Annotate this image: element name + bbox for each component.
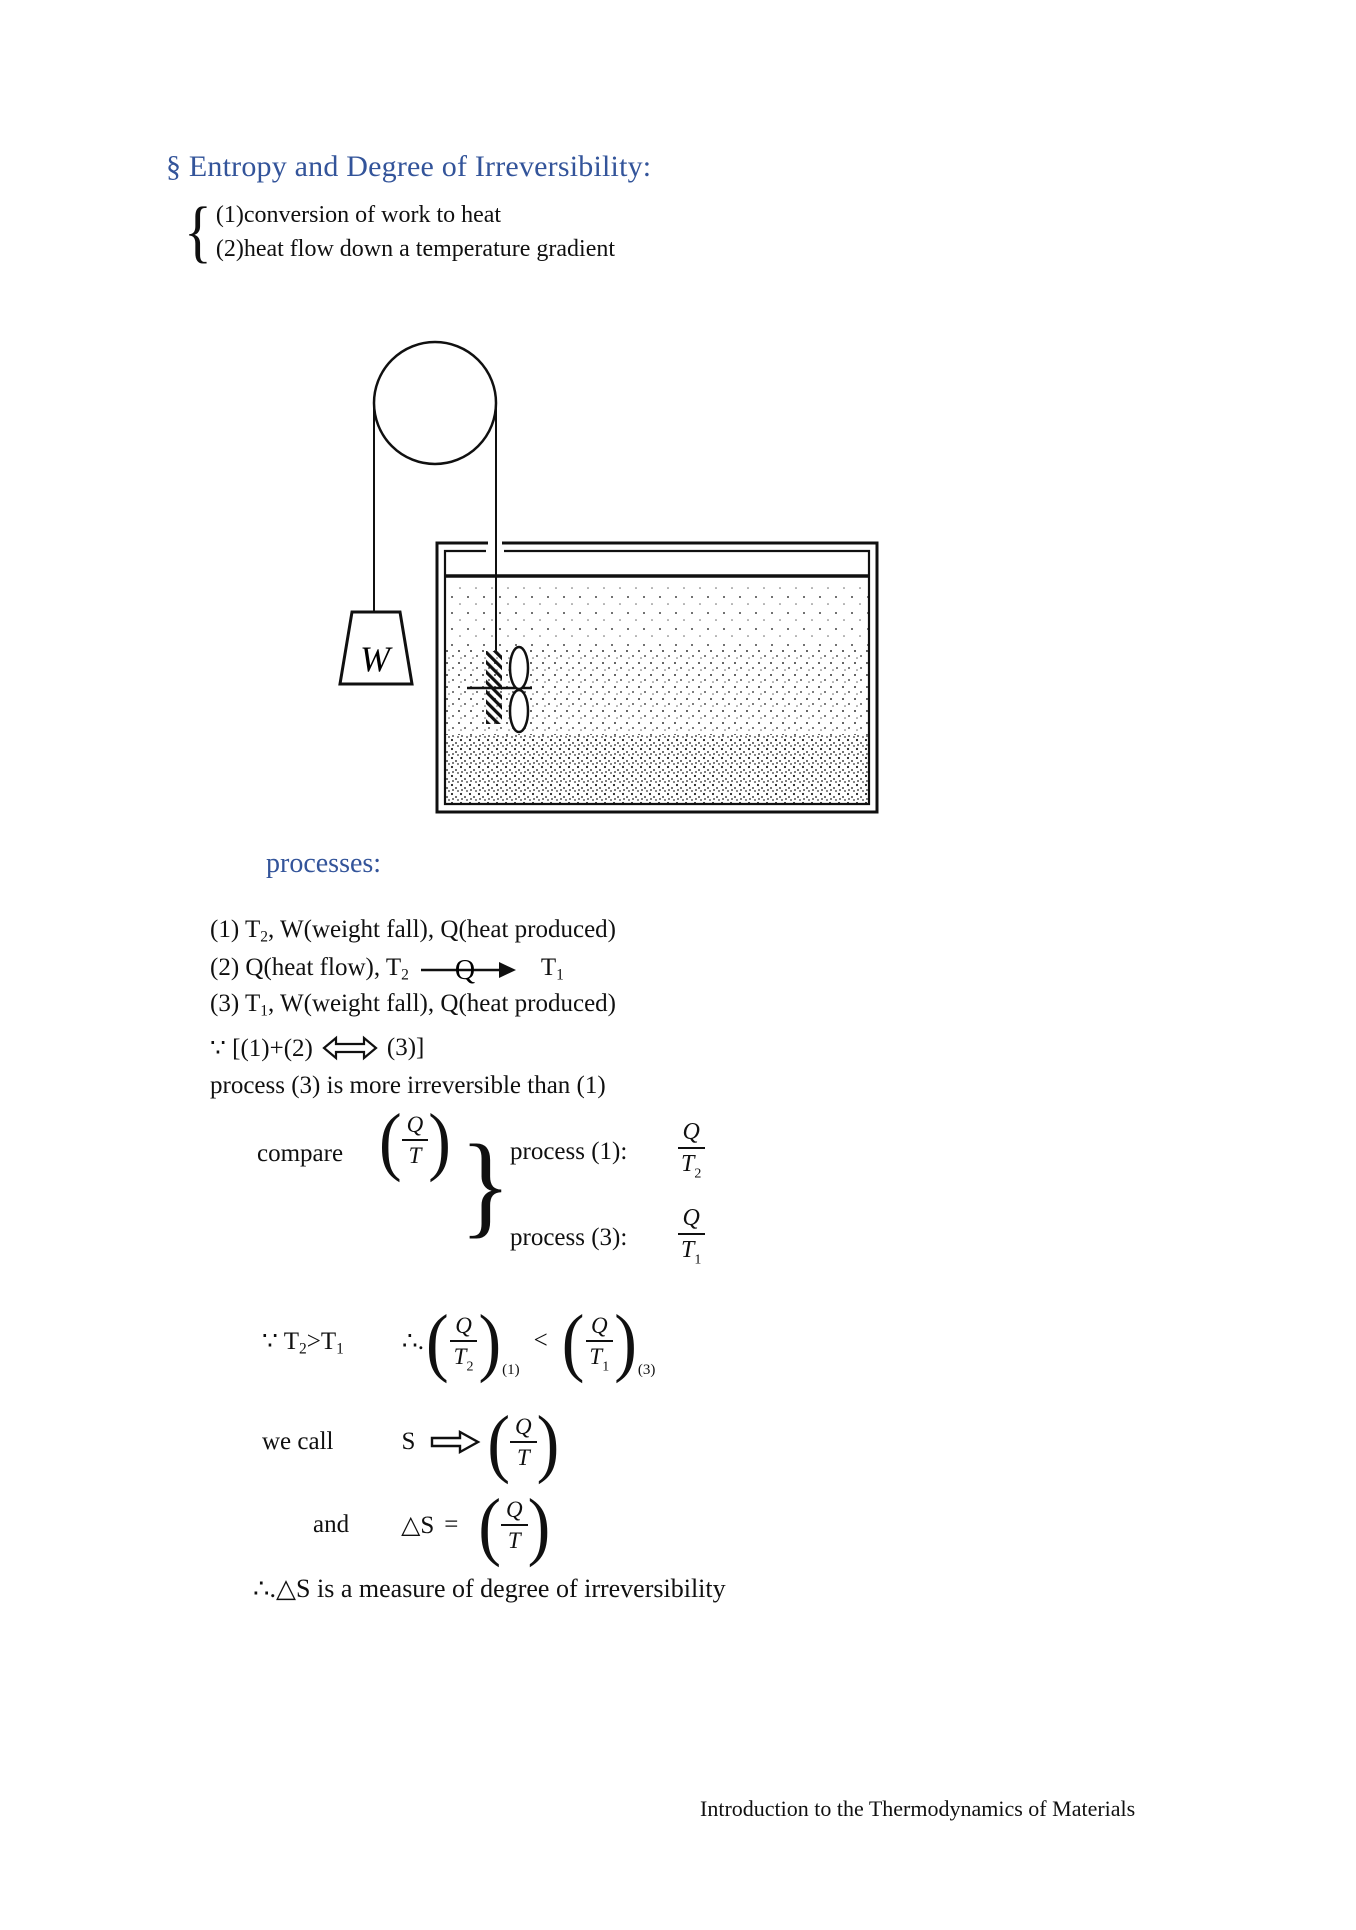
compare-case2-label: process (3): [510, 1224, 628, 1251]
double-arrow-icon [321, 1032, 379, 1064]
compare-label: compare [257, 1140, 344, 1167]
inequality-row [262, 1298, 655, 1384]
we-call-fraction: ( $\frac{Q}{T}$ ) [487, 1399, 560, 1485]
cases-block [184, 193, 616, 270]
joule-paddle-wheel-diagram [330, 278, 900, 826]
less-than-sign: < [533, 1327, 548, 1354]
process-line-4: ∵ [(1)+(2) (3)] [210, 1034, 425, 1062]
inequality-rhs-fraction: ( $\frac{Q}{T_1}$ ) (3) [561, 1298, 656, 1384]
conclusion-line: ∴.△S is a measure of degree of irreversibility [253, 1574, 726, 1603]
compare-case1-fraction: $\frac{Q}{T_2}$ [676, 1120, 706, 1176]
we-call-row [262, 1399, 560, 1485]
case-item-2: (2)heat flow down a temperature gradient [215, 236, 616, 262]
delta-s-symbol: △S [401, 1512, 435, 1539]
weight-label: W [360, 639, 390, 679]
process-line-3: (3) $T_1$, W(weight fall), Q(heat produced) [210, 990, 616, 1020]
process-line-5: process (3) is more irreversible than (1) [210, 1072, 606, 1099]
water-texture-bottom [446, 735, 868, 803]
we-call-label: we call [262, 1428, 334, 1455]
compare-case1-label: process (1): [510, 1138, 628, 1165]
pulley-wheel [374, 342, 496, 464]
inequality-lhs-fraction: ( $\frac{Q}{T_2}$ ) (1) [426, 1298, 520, 1384]
heat-flow-arrow-icon [419, 952, 519, 984]
and-fraction: ( $\frac{Q}{T}$ ) [478, 1482, 551, 1568]
equals-sign: = [444, 1511, 459, 1538]
compare-generic-fraction: ( $\frac{Q}{T}$ ) [379, 1097, 451, 1183]
left-brace: { [184, 193, 212, 270]
process-line-1: (1) $T_2$, W(weight fall), Q(heat produced) [210, 916, 616, 946]
footer-title: Introduction to the Thermodynamics of Materials [700, 1796, 1136, 1821]
and-label: and [313, 1511, 350, 1538]
processes-heading: processes: [266, 848, 382, 879]
heat-flow-arrow-label: Q [454, 955, 476, 984]
therefore-mark: ∴. [401, 1328, 425, 1355]
and-row [313, 1482, 551, 1568]
page-title: § Entropy and Degree of Irreversibility: [166, 150, 652, 183]
water-texture-top [446, 584, 868, 650]
entropy-symbol: S [401, 1428, 416, 1455]
inequality-premise: ∵ $T_2>T_1$ [262, 1328, 344, 1358]
process-line-2: (2) Q(heat flow), $T_2$ Q $T_1$ [210, 954, 564, 984]
case-item-1: (1)conversion of work to heat [215, 202, 502, 228]
block-arrow-icon [429, 1427, 481, 1457]
compare-case2-fraction: $\frac{Q}{T_1}$ [676, 1206, 706, 1262]
compare-right-brace: } [460, 1121, 511, 1248]
